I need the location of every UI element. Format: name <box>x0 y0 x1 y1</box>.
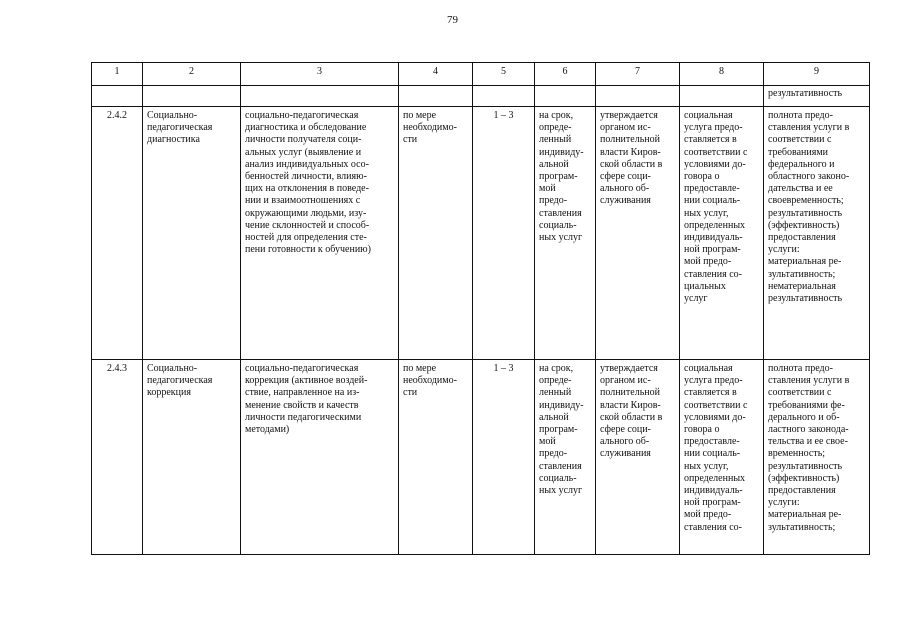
services-table <box>91 62 870 555</box>
service-description: социально-педагогическая коррекция (активное воздей- ствие, направленное на из- менение свойств и качеств личности педагогическими методами) <box>245 363 368 436</box>
service-conditions: социальная услуга предо- ставляется в соответствии с условиями до- говора о предоставле- нии социаль- ных услуг, определенных индивидуаль- ной програм- мой предо- ставления со- циальных услуг <box>684 110 748 305</box>
service-code: 2.4.2 <box>107 110 127 121</box>
page-number: 79 <box>447 14 458 26</box>
header-cell: 1 <box>92 63 143 86</box>
header-row <box>92 63 870 86</box>
service-code: 2.4.3 <box>107 363 127 374</box>
service-term: на срок, опреде- ленный индивиду- альной програм- мой предо- ставления социаль- ных услуг <box>539 363 584 497</box>
table-row <box>92 360 870 555</box>
service-conditions: социальная услуга предо- ставляется в соответствии с условиями до- говора о предоставле- нии социаль- ных услуг, определенных индивидуаль- ной програм- мой предо- ставления со- <box>684 363 748 533</box>
header-cell: 4 <box>399 63 473 86</box>
header-cell: 3 <box>241 63 399 86</box>
header-cell: 5 <box>473 63 535 86</box>
service-price: утверждается органом ис- полнительной власти Киров- ской области в сфере соци- ального об- служивания <box>600 110 663 207</box>
service-quantity: 1 – 3 <box>493 363 514 374</box>
service-quality: полнота предо- ставления услуги в соответствии с требованиями федерального и областного законо- дательства и ее своевременность; результативность (эффективность) предоставления услуги: материальная ре- зультативность; нематериальная результативность <box>768 110 850 305</box>
service-frequency: по мере необходимо- сти <box>403 363 457 399</box>
table-row <box>92 107 870 360</box>
service-quantity: 1 – 3 <box>493 110 514 121</box>
service-price: утверждается органом ис- полнительной власти Киров- ской области в сфере соци- ального об- служивания <box>600 363 663 460</box>
service-name: Социально- педагогическая диагностика <box>147 110 213 146</box>
header-cell: 8 <box>680 63 764 86</box>
service-frequency: по мере необходимо- сти <box>403 110 457 146</box>
service-term: на срок, опреде- ленный индивиду- альной програм- мой предо- ставления социаль- ных услуг <box>539 110 584 244</box>
service-description: социально-педагогическая диагностика и обследование личности получателя соци- альных услуг (выявление и анализ индивидуальных осо- бенностей личности, влияю- щих на отклонения в поведе- нии и взаимоотношениях с окружающими людьми, изу- чение склонностей и способ- ностей для определения сте- пени готовности к обучению) <box>245 110 371 256</box>
header-cell: 2 <box>143 63 241 86</box>
continuation-row <box>92 86 870 107</box>
service-name: Социально- педагогическая коррекция <box>147 363 213 399</box>
continuation-cell: результативность <box>764 86 870 107</box>
header-cell: 7 <box>596 63 680 86</box>
service-quality: полнота предо- ставления услуги в соответствии с требованиями фе- дерального и об- ластного законода- тельства и ее свое- временность; результативность (эффективность) предоставления услуги: материальная ре- зультативность; <box>768 363 850 533</box>
header-cell: 9 <box>764 63 870 86</box>
header-cell: 6 <box>535 63 596 86</box>
